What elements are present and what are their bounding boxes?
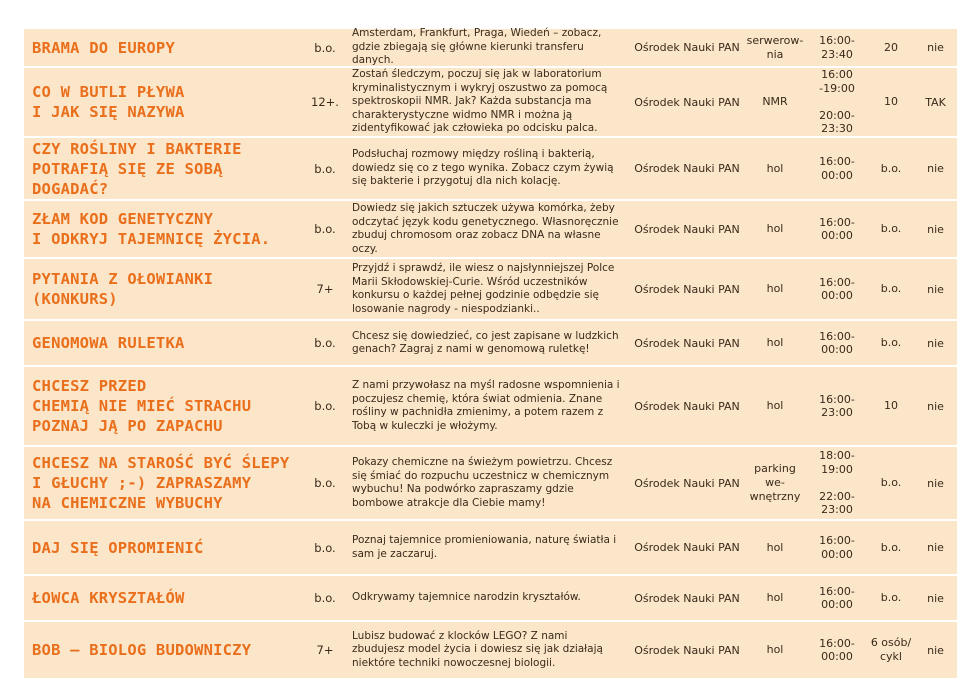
- event-place: Ośrodek Nauki PAN: [634, 591, 740, 605]
- event-description: [352, 622, 622, 678]
- event-description-text: Amsterdam, Frankfurt, Praga, Wiedeń – zobacz, gdzie zbiegają się główne kierunki transferu danych.: [352, 27, 602, 67]
- event-title-line: CHCESZ PRZED: [32, 377, 147, 395]
- event-capacity-lines: [881, 162, 902, 176]
- event-capacity: [870, 201, 912, 257]
- event-title: [32, 521, 294, 574]
- event-title-line: (KONKURS): [32, 290, 118, 308]
- event-capacity: [870, 259, 912, 319]
- event-title-line: GENOMOWA RULETKA: [32, 334, 185, 352]
- event-time-line: 16:00-: [819, 329, 855, 343]
- event-description-text: Pokazy chemiczne na świeżym powietrzu. Chcesz się śmiać do rozpuchu uczestnicz w chemicznym wybuchu! Na podwórko zapraszamy gdzie bombowe atrakcje dla Ciebie mamy!: [352, 456, 613, 509]
- event-reservation: nie: [927, 591, 944, 605]
- event-capacity-lines: [884, 399, 898, 413]
- event-time-lines: [819, 155, 855, 182]
- event-time-line: 16:00-: [819, 392, 855, 406]
- event-place: Ośrodek Nauki PAN: [634, 541, 740, 554]
- event-place: Ośrodek Nauki PAN: [634, 162, 740, 175]
- event-age: b.o.: [314, 591, 336, 605]
- event-room: [737, 622, 813, 678]
- event-time: [804, 576, 870, 620]
- event-reservation: nie: [927, 222, 944, 236]
- event-row: [24, 321, 957, 365]
- event-title-text: [32, 640, 251, 660]
- event-row: [24, 622, 957, 678]
- event-time-line: 00:00: [821, 343, 853, 356]
- event-time-line: 00:00: [821, 650, 853, 663]
- event-time: [804, 367, 870, 445]
- event-age: b.o.: [314, 40, 336, 55]
- event-title-line: I GŁUCHY ;-) ZAPRASZAMY: [32, 474, 252, 492]
- event-capacity-line: 20: [884, 40, 898, 54]
- event-row: [24, 68, 957, 136]
- event-time-line: 23:00: [821, 406, 853, 419]
- event-reservation: nie: [927, 643, 944, 657]
- event-title-text: [32, 209, 270, 249]
- event-room: [737, 521, 813, 574]
- event-time-line: 22:00-: [819, 489, 855, 503]
- event-time-lines: [819, 276, 855, 303]
- event-title-line: I ODKRYJ TAJEMNICĘ ŻYCIA.: [32, 230, 271, 248]
- event-time-line: -19:00: [819, 81, 855, 95]
- event-capacity-lines: [881, 591, 902, 605]
- event-title-text: [32, 333, 185, 353]
- event-age: b.o.: [314, 161, 336, 176]
- event-title-text: [32, 538, 204, 558]
- event-capacity-line: b.o.: [880, 336, 902, 349]
- event-capacity-lines: [881, 476, 902, 490]
- event-title: [32, 447, 294, 519]
- event-description-text: Przyjdź i sprawdź, ile wiesz o najsłynniejszej Polce Marii Skłodowskiej-Curie. Wśród uczestników konkursu o każdej pełnej godzinie odbędzie się losowanie nagrody - niespodzianki..: [352, 262, 615, 315]
- event-capacity: [870, 521, 912, 574]
- event-place: Ośrodek Nauki PAN: [634, 282, 740, 296]
- event-place: Ośrodek Nauki PAN: [634, 95, 740, 109]
- event-row: [24, 138, 957, 199]
- event-capacity-line: b.o.: [880, 591, 902, 604]
- event-description: [352, 447, 622, 519]
- event-age: b.o.: [314, 540, 336, 555]
- event-room-lines: [767, 162, 784, 176]
- event-capacity: [870, 447, 912, 519]
- event-title-line: ZŁAM KOD GENETYCZNY: [32, 210, 214, 228]
- event-description-text: Odkrywamy tajemnice narodzin kryształów.: [352, 591, 581, 604]
- event-capacity-line: b.o.: [880, 222, 902, 235]
- event-room: [737, 321, 813, 365]
- event-place: Ośrodek Nauki PAN: [634, 399, 740, 413]
- event-capacity-line: 10: [884, 95, 898, 108]
- event-title-line: POTRAFIĄ SIĘ ZE SOBĄ: [32, 159, 223, 178]
- event-title: [32, 259, 294, 319]
- event-title-text: [32, 453, 289, 513]
- event-title-line: BRAMA DO EUROPY: [32, 38, 175, 57]
- event-row: [24, 576, 957, 620]
- event-room-line: serwerow-: [746, 33, 804, 47]
- event-room-lines: [762, 95, 787, 109]
- event-place: Ośrodek Nauki PAN: [634, 643, 740, 657]
- event-place: Ośrodek Nauki PAN: [634, 222, 740, 236]
- event-description: [352, 321, 622, 365]
- event-time-line: 16:00-: [819, 275, 855, 289]
- event-time-lines: [819, 585, 855, 612]
- event-age: b.o.: [314, 399, 336, 413]
- event-description-text: Lubisz budować z klocków LEGO? Z nami zbudujesz model życia i dowiesz się jak działają niektóre techniki nowoczesnej biologii.: [352, 629, 603, 669]
- event-description: [352, 68, 622, 136]
- event-reservation: nie: [927, 476, 944, 490]
- event-room-line: hol: [766, 161, 784, 175]
- event-time-line: 00:00: [821, 547, 853, 561]
- event-room-lines: [767, 399, 784, 413]
- event-room-line: hol: [766, 643, 784, 656]
- event-age: b.o.: [314, 476, 336, 490]
- event-room: [737, 259, 813, 319]
- event-time-line: 16:00-: [819, 215, 855, 229]
- event-room: [737, 447, 813, 519]
- event-time: [804, 521, 870, 574]
- event-age: b.o.: [314, 336, 336, 350]
- event-room: [737, 68, 813, 136]
- event-title-text: [32, 376, 251, 436]
- event-capacity-line: cykl: [880, 650, 902, 663]
- event-row: [24, 201, 957, 257]
- event-capacity: [870, 68, 912, 136]
- event-age: 12+.: [311, 95, 339, 109]
- event-title: [32, 201, 294, 257]
- event-title: [32, 68, 294, 136]
- event-capacity-line: b.o.: [880, 476, 902, 489]
- event-capacity-lines: [881, 541, 902, 555]
- event-description: [352, 367, 622, 445]
- event-time-line: 16:00-: [819, 636, 855, 650]
- event-description-text: Poznaj tajemnice promieniowania, naturę światła i sam je zaczaruj.: [352, 534, 617, 560]
- event-description: [352, 259, 622, 319]
- event-description-text: Dowiedz się jakich sztuczek używa komórka, żeby odczytać język kodu genetycznego. Własnoręcznie zbuduj chromosom oraz zobacz DNA na własne oczy.: [352, 202, 619, 255]
- event-time-line: 23:30: [821, 122, 853, 136]
- event-time: [804, 138, 870, 199]
- event-capacity-lines: [881, 336, 902, 350]
- event-time: [804, 68, 870, 136]
- event-place: Ośrodek Nauki PAN: [634, 41, 740, 54]
- event-description-text: Z nami przywołasz na myśl radosne wspomnienia i poczujesz chemię, która świat odmienia. Znane rośliny w pachnidła zmienimy, a potem razem z Tobą w kuleczki je włożymy.: [352, 379, 620, 432]
- event-time-line: 16:00-: [819, 584, 855, 598]
- event-time-lines: [819, 68, 855, 136]
- event-title: [32, 321, 294, 365]
- event-title: [32, 367, 294, 445]
- event-room-lines: [767, 336, 784, 350]
- event-reservation: nie: [927, 282, 944, 296]
- event-title-line: CO W BUTLI PŁYWA: [32, 83, 185, 101]
- event-title-text: [32, 269, 213, 309]
- event-room-line: nia: [766, 47, 784, 61]
- event-time: [804, 201, 870, 257]
- event-room: [737, 576, 813, 620]
- event-title: [32, 29, 294, 66]
- event-time: [804, 259, 870, 319]
- event-time-lines: [819, 330, 855, 357]
- event-title-line: CZY ROŚLINY I BAKTERIE: [32, 139, 242, 158]
- event-capacity: [870, 138, 912, 199]
- event-row: [24, 447, 957, 519]
- event-capacity-line: b.o.: [880, 161, 902, 175]
- event-description: [352, 521, 622, 574]
- event-capacity-lines: [884, 41, 898, 55]
- event-room-lines: [767, 282, 784, 296]
- event-time-lines: [819, 393, 855, 420]
- event-room-line: hol: [766, 540, 784, 554]
- event-time-line: 18:00-: [819, 449, 855, 463]
- event-title-line: NA CHEMICZNE WYBUCHY: [32, 494, 223, 512]
- event-room-lines: [747, 34, 804, 62]
- event-capacity-lines: [884, 95, 898, 109]
- event-time-line: 23:40: [821, 47, 853, 61]
- event-room-line: parking: [754, 462, 796, 475]
- event-time: [804, 321, 870, 365]
- event-room-lines: [767, 541, 784, 555]
- event-row: [24, 521, 957, 574]
- event-row: [24, 367, 957, 445]
- event-time-line: [835, 476, 839, 490]
- event-time-line: 23:00: [821, 503, 853, 517]
- event-time-line: 00:00: [821, 168, 853, 182]
- event-title-text: [32, 38, 175, 58]
- event-title-text: [32, 139, 242, 199]
- event-capacity: [870, 29, 912, 66]
- event-room-lines: [750, 462, 801, 504]
- event-description: [352, 201, 622, 257]
- event-time-lines: [819, 449, 855, 517]
- event-title: [32, 576, 294, 620]
- event-capacity-line: b.o.: [880, 540, 902, 554]
- event-reservation: nie: [927, 162, 944, 175]
- event-reservation: nie: [927, 399, 944, 413]
- event-room-line: NMR: [762, 95, 788, 108]
- event-room: [737, 367, 813, 445]
- event-capacity: [870, 622, 912, 678]
- event-time: [804, 622, 870, 678]
- event-room: [737, 29, 813, 66]
- event-room-line: wnętrzny: [749, 490, 801, 503]
- event-age: 7+: [316, 643, 334, 657]
- event-title-line: DAJ SIĘ OPROMIENIĆ: [32, 538, 204, 557]
- event-place: Ośrodek Nauki PAN: [634, 336, 740, 350]
- event-room-lines: [767, 591, 784, 605]
- event-time-line: [835, 95, 839, 109]
- event-time: [804, 447, 870, 519]
- event-room: [737, 201, 813, 257]
- event-room: [737, 138, 813, 199]
- event-time-line: 16:00-: [819, 534, 855, 547]
- event-capacity-line: b.o.: [880, 282, 902, 295]
- event-description-text: Zostań śledczym, poczuj się jak w laboratorium kryminalistycznym i wykryj oszustwo za pomocą spektroskopii NMR. Jak? Każda substancja ma charakterystyczne widmo NMR i można ją zidentyfikować jak człowieka po odcisku palca.: [352, 68, 608, 135]
- event-capacity-lines: [881, 222, 902, 236]
- event-title-line: POZNAJ JĄ PO ZAPACHU: [32, 417, 223, 435]
- event-reservation: nie: [927, 336, 944, 350]
- event-capacity: [870, 576, 912, 620]
- event-place: Ośrodek Nauki PAN: [634, 476, 740, 490]
- event-title-line: ŁOWCA KRYSZTAŁÓW: [32, 589, 185, 607]
- event-row: [24, 259, 957, 319]
- event-time-line: 16:00-: [819, 34, 855, 47]
- event-title-text: [32, 588, 185, 608]
- event-capacity: [870, 367, 912, 445]
- event-title-line: PYTANIA Z OŁOWIANKI: [32, 270, 214, 288]
- event-time-line: 16:00: [821, 68, 853, 82]
- event-time-line: 20:00-: [819, 108, 855, 122]
- event-room-lines: [767, 643, 784, 657]
- event-title-line: BOB – BIOLOG BUDOWNICZY: [32, 641, 252, 659]
- event-description-text: Podsłuchaj rozmowy między rośliną i bakterią, dowiedz się co z tego wynika. Zobacz czym żywią się bakterie i przygotuj dla nich kolację.: [352, 148, 614, 188]
- event-room-line: hol: [766, 282, 784, 295]
- event-title-line: CHCESZ NA STAROŚĆ BYĆ ŚLEPY: [32, 454, 290, 472]
- event-description: [352, 138, 622, 199]
- event-time-lines: [819, 534, 855, 561]
- event-row: [24, 29, 957, 66]
- event-time-line: 19:00: [821, 462, 853, 476]
- event-time-lines: [819, 34, 855, 61]
- event-age: b.o.: [314, 222, 336, 236]
- event-time-line: 16:00-: [819, 155, 855, 168]
- event-age: 7+: [316, 282, 334, 296]
- event-time-line: 00:00: [821, 598, 853, 611]
- event-title-line: DOGADAĆ?: [32, 179, 109, 198]
- event-capacity-line: 10: [884, 399, 898, 412]
- event-title-text: [32, 82, 185, 122]
- event-room-line: hol: [766, 591, 784, 604]
- event-time-lines: [819, 216, 855, 243]
- event-capacity-lines: [871, 636, 911, 664]
- event-room-lines: [767, 222, 784, 236]
- event-time: [804, 29, 870, 66]
- event-title-line: CHEMIĄ NIE MIEĆ STRACHU: [32, 397, 252, 415]
- event-title: [32, 622, 294, 678]
- event-description-text: Chcesz się dowiedzieć, co jest zapisane w ludzkich genach? Zagraj z nami w genomową ruletkę!: [352, 329, 619, 355]
- event-description: [352, 29, 622, 66]
- event-time-line: 00:00: [821, 229, 853, 242]
- event-title: [32, 138, 294, 199]
- event-room-line: hol: [766, 222, 784, 235]
- event-capacity: [870, 321, 912, 365]
- event-reservation: nie: [927, 541, 944, 554]
- event-room-line: hol: [766, 399, 784, 412]
- event-title-line: I JAK SIĘ NAZYWA: [32, 103, 185, 121]
- event-reservation: nie: [927, 41, 944, 54]
- event-capacity-lines: [881, 282, 902, 296]
- event-capacity-line: 6 osób/: [870, 636, 912, 649]
- event-description: [352, 576, 622, 620]
- event-reservation: TAK: [925, 95, 946, 109]
- event-time-lines: [819, 637, 855, 664]
- event-room-line: hol: [766, 336, 784, 349]
- event-room-line: we-: [765, 476, 785, 489]
- event-time-line: 00:00: [821, 289, 853, 302]
